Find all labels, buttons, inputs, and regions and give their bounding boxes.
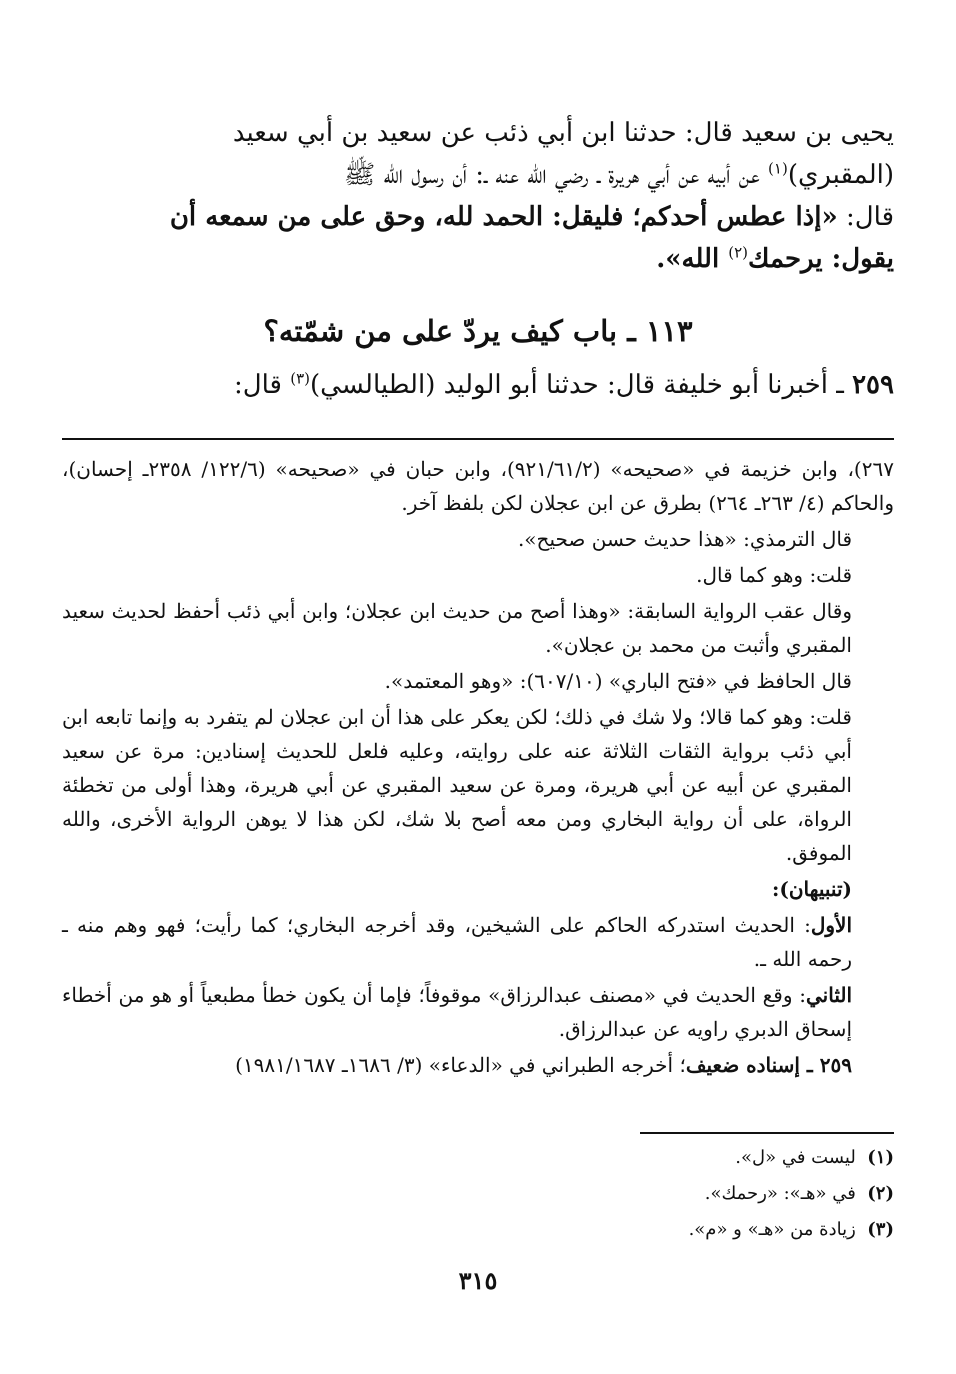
footnote-ref: (٢) [728,243,749,262]
hadith-matn: «إذا عطس أحدكم؛ فليقل: الحمد لله، وحق على من سمعه أن [169,202,838,232]
footnote-text: زيادة من «هـ» و «م». [688,1219,856,1240]
hadith-matn: يقول: يرحمك [748,244,894,274]
commentary-paragraph: قلت: وهو كما قال. [696,563,852,587]
text-span: قال: [233,370,291,400]
hadith-258-text [62,112,894,280]
text-line [62,112,894,154]
commentary-paragraph: قلت: وهو كما قالا؛ ولا شك في ذلك؛ لكن يعكر على هذا أن ابن عجلان لم يتفرد به وإنما تابعه ابن أبي ذئب برواية الثقات الثلاثة عنه على روايته، وعليه فلعل للحديث إسنادين: مرة عن سعيد المقبري عن أبيه عن أبي هريرة، ومرة عن سعيد المقبري عن أبي هريرة، وهذا أولى من تخطئة الرواة، على أن رواية البخاري ومن معه أصح بلا شك، لكن هذا لا يوهن الرواية الأخرى، والله الموفق. [62,705,852,865]
text-line [62,196,894,238]
footnote-number: (٢) [867,1183,894,1204]
text-span: ؛ أخرجه الطبراني في «الدعاء» (٣/ ١٦٨٦ـ ١٩٨١/١٦٨٧) [235,1053,686,1077]
footnote-rule [640,1132,894,1134]
commentary-paragraph: قال الترمذي: «هذا حديث حسن صحيح». [517,527,852,551]
text-span: : وقع الحديث في «مصنف عبدالرزاق» موقوفاً؛ فإما أن يكون خطأ مطبعياً أو هو من أخطاء إسحاق الدبري راويه عن عبدالرزاق. [62,983,852,1041]
text-span: قال: [837,202,894,232]
note-label: ٢٥٩ ـ إسناده ضعيف [685,1053,852,1077]
notes-heading: (تنبيهان): [772,877,852,901]
footnote-item [62,1176,894,1212]
footnote-text: في «هـ»: «رحمك». [704,1183,856,1204]
text-line [62,154,894,196]
footnote-ref: (٣) [290,369,311,388]
separator-rule [62,438,894,440]
footnote-item [62,1212,894,1248]
commentary-paragraph: وقال عقب الرواية السابقة: «وهذا أصح من حديث ابن عجلان؛ وابن أبي ذئب أحفظ لحديث سعيد المقبري وأثبت من محمد بن عجلان». [62,599,852,657]
text-span: : الحديث استدركه الحاكم على الشيخين، وقد أخرجه البخاري؛ كما رأيت؛ فهو وهم منه ـ رحمه الله ـ. [62,913,852,971]
page-number: ٣١٥ [458,1266,498,1295]
commentary-section [62,452,894,1084]
note-label: الثاني [805,983,852,1007]
hadith-number: ٢٥٩ [852,370,894,400]
commentary-paragraph [62,1048,894,1082]
footnote-number: (٣) [867,1219,894,1240]
commentary-paragraph: قال الحافظ في «فتح الباري» (٦٠٧/١٠): «وهو المعتمد». [384,669,852,693]
text-span: (المقبري) [787,160,894,190]
footnote-ref: (١) [768,159,788,178]
text-span: يحيى بن سعيد قال: حدثنا ابن أبي ذئب عن سعيد بن أبي سعيد [232,118,894,148]
hadith-259-intro [62,364,894,406]
commentary-paragraph [62,908,894,976]
text-line [62,364,894,406]
text-line [62,238,894,280]
commentary-paragraph [62,978,894,1046]
footnote-text: ليست في «ل». [735,1147,856,1168]
footnote-item [62,1140,894,1176]
note-label: الأول [810,913,852,937]
hadith-matn: الله». [656,244,729,274]
chapter-heading: ١١٣ ـ باب كيف يردّ على من شمّته؟ [263,314,693,348]
text-span: عن أبيه عن أبي هريرة ـ رضي الله عنه ـ: أن رسول الله ﷺ [343,160,769,190]
commentary-paragraph: ٢٦٧)، وابن خزيمة في «صحيحه» (٩٢١/٦١/٢)، وابن حبان في «صحيحه» (١٢٢/٦/ ٢٣٥٨ـ إحسان)، والحاكم (٤/ ٢٦٣ـ ٢٦٤) بطرق عن ابن عجلان لكن بلفظ آخر. [62,457,894,515]
text-span: ـ أخبرنا أبو خليفة قال: حدثنا أبو الوليد (الطيالسي) [310,370,853,400]
footnotes [62,1140,894,1248]
footnote-number: (١) [867,1147,894,1168]
